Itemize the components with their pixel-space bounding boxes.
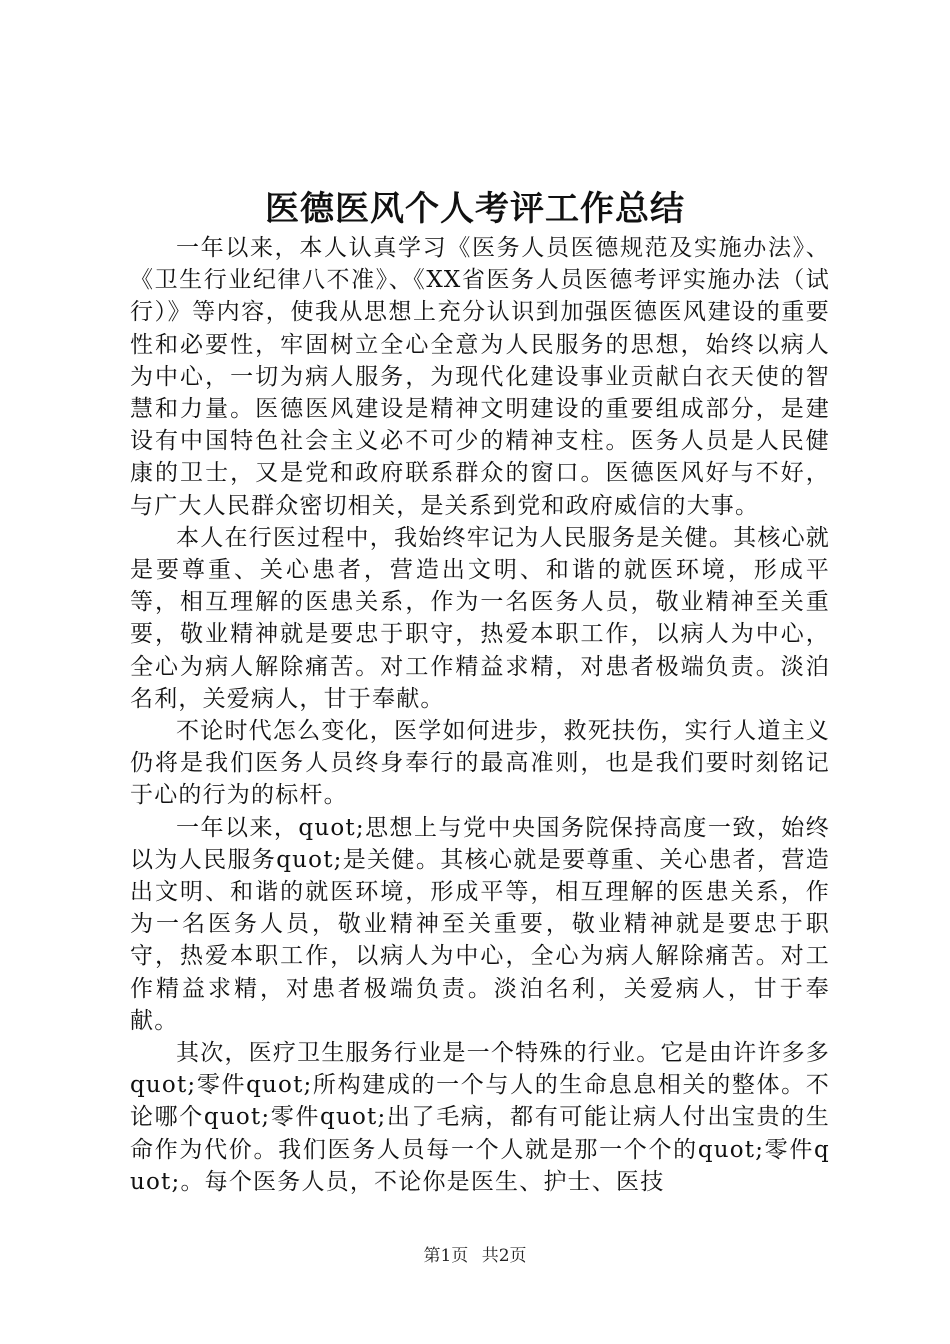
document-body (130, 232, 830, 1198)
paragraph-1: 一年以来，本人认真学习《医务人员医德规范及实施办法》、《卫生行业纪律八不准》、《XX省医务人员医德考评实施办法（试行）》等内容，使我从思想上充分认识到加强医德医风建设的重要性和必要性，牢固树立全心全意为人民服务的思想，始终以病人为中心，一切为病人服务，为现代化建设事业贡献白衣天使的智慧和力量。医德医风建设是精神文明建设的重要组成部分，是建设有中国特色社会主义必不可少的精神支柱。医务人员是人民健康的卫士，又是党和政府联系群众的窗口。医德医风好与不好，与广大人民群众密切相关，是关系到党和政府威信的大事。 (130, 235, 830, 519)
page-number-current: 第1页 (423, 1246, 469, 1266)
page-number-total: 共2页 (481, 1246, 527, 1266)
paragraph-3: 不论时代怎么变化，医学如何进步，救死扶伤，实行人道主义仍将是我们医务人员终身奉行的最高准则，也是我们要时刻铭记于心的行为的标杆。 (130, 718, 830, 809)
paragraph-5: 其次，医疗卫生服务行业是一个特殊的行业。它是由许许多多quot;零件quot;所构建成的一个与人的生命息息相关的整体。不论哪个quot;零件quot;出了毛病，都有可能让病人付出宝贵的生命作为代价。我们医务人员每一个人就是那一个个的quot;零件quot;。每个医务人员，不论你是医生、护士、医技 (130, 1040, 830, 1195)
document-title: 医德医风个人考评工作总结 (265, 189, 685, 229)
page-footer (0, 1244, 950, 1268)
paragraph-2: 本人在行医过程中，我始终牢记为人民服务是关健。其核心就是要尊重、关心患者，营造出文明、和谐的就医环境，形成平等，相互理解的医患关系，作为一名医务人员，敬业精神至关重要，敬业精神就是要忠于职守，热爱本职工作，以病人为中心，全心为病人解除痛苦。对工作精益求精，对患者极端负责。淡泊名利，关爱病人，甘于奉献。 (130, 524, 830, 712)
paragraph-4: 一年以来，quot;思想上与党中央国务院保持高度一致，始终以为人民服务quot;是关健。其核心就是要尊重、关心患者，营造出文明、和谐的就医环境，形成平等，相互理解的医患关系，作为一名医务人员，敬业精神至关重要，敬业精神就是要忠于职守，热爱本职工作，以病人为中心，全心为病人解除痛苦。对工作精益求精，对患者极端负责。淡泊名利，关爱病人，甘于奉献。 (130, 814, 830, 1034)
